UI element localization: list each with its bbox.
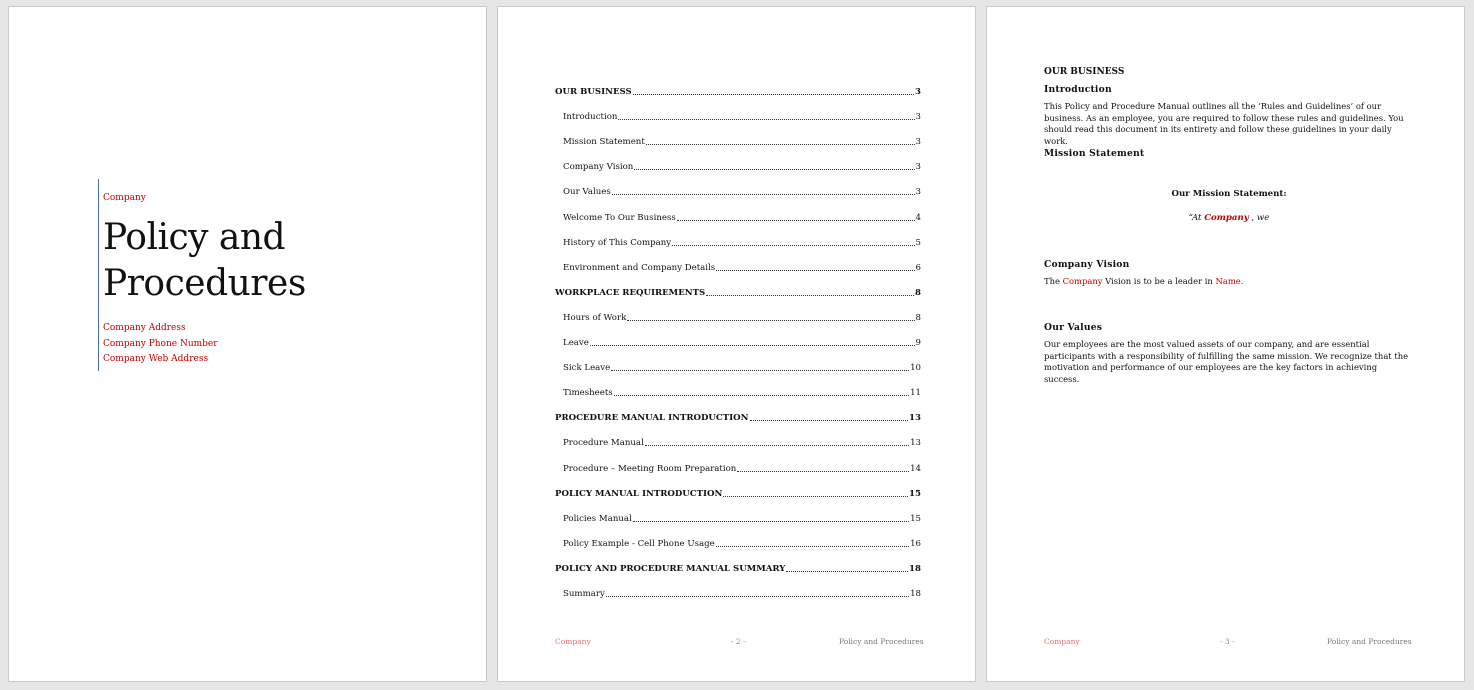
toc-leader-dots bbox=[716, 545, 909, 547]
toc-entry[interactable] bbox=[563, 589, 921, 599]
toc-leader-dots bbox=[590, 344, 915, 346]
toc-entry-page: 3 bbox=[915, 162, 921, 173]
mission-quote-prefix: “At bbox=[1188, 213, 1205, 223]
toc-leader-dots bbox=[633, 93, 914, 95]
toc-entry-label: Summary bbox=[563, 589, 605, 599]
footer-page-number: - 2 - bbox=[731, 637, 746, 646]
toc-entry-label: Our Values bbox=[563, 187, 611, 198]
toc-entry-page: 14 bbox=[910, 463, 921, 474]
toc-entry-label: Welcome To Our Business bbox=[563, 212, 676, 223]
toc-entry-label: Introduction bbox=[563, 112, 618, 123]
toc-entry-label: History of This Company bbox=[563, 237, 672, 248]
toc-entry[interactable] bbox=[563, 388, 921, 398]
toc-entry-page: 10 bbox=[910, 363, 921, 374]
toc-entry-page: 13 bbox=[910, 438, 921, 449]
vision-text bbox=[1044, 276, 1414, 288]
toc-entry-page: 18 bbox=[910, 589, 921, 599]
toc-entry-page: 13 bbox=[909, 413, 921, 424]
toc-entry-label: OUR BUSINESS bbox=[555, 87, 632, 97]
toc-entry-label: Sick Leave bbox=[563, 363, 611, 374]
toc-entry-page: 4 bbox=[915, 212, 921, 223]
toc-entry[interactable] bbox=[563, 137, 921, 147]
toc-leader-dots bbox=[614, 394, 909, 396]
toc-entry[interactable] bbox=[555, 564, 921, 574]
values-heading: Our Values bbox=[1044, 322, 1103, 333]
toc-leader-dots bbox=[723, 495, 908, 497]
cover-address[interactable]: Company Address bbox=[103, 323, 186, 333]
toc-leader-dots bbox=[606, 595, 909, 597]
toc-leader-dots bbox=[618, 118, 914, 120]
footer-company: Company bbox=[555, 637, 591, 646]
toc-entry-label: Mission Statement bbox=[563, 137, 645, 148]
toc-entry-page: 3 bbox=[915, 112, 921, 123]
toc-entry-page: 6 bbox=[915, 262, 921, 273]
toc-entry-label: Timesheets bbox=[563, 388, 613, 399]
toc-entry-label: Procedure Manual bbox=[563, 438, 644, 449]
toc-entry-label: Environment and Company Details bbox=[563, 262, 716, 273]
toc-entry-page: 9 bbox=[915, 338, 921, 348]
toc-entry-page: 15 bbox=[910, 513, 921, 524]
toc-entry-label: Company Vision bbox=[563, 162, 634, 173]
toc-entry[interactable] bbox=[563, 238, 921, 248]
toc-entry-page: 8 bbox=[915, 312, 921, 323]
toc-entry[interactable] bbox=[563, 162, 921, 172]
toc-entry[interactable] bbox=[555, 413, 921, 423]
intro-heading: Introduction bbox=[1044, 84, 1112, 95]
toc-leader-dots bbox=[612, 193, 915, 195]
toc-leader-dots bbox=[634, 168, 914, 170]
cover-title[interactable] bbox=[103, 215, 428, 307]
cover-title-line1: Policy and bbox=[103, 217, 286, 258]
cover-details bbox=[103, 321, 428, 368]
toc-entry-page: 11 bbox=[910, 388, 921, 399]
cover-block bbox=[98, 179, 428, 371]
toc-entry[interactable] bbox=[563, 363, 921, 373]
toc-leader-dots bbox=[677, 219, 915, 221]
toc-entry-label: PROCEDURE MANUAL INTRODUCTION bbox=[555, 413, 749, 424]
toc-entry[interactable] bbox=[555, 288, 921, 298]
footer-title: Policy and Procedures bbox=[839, 637, 924, 646]
footer-page-number: - 3 - bbox=[1220, 637, 1235, 646]
cover-page bbox=[8, 6, 487, 682]
toc-entry-label: POLICY AND PROCEDURE MANUAL SUMMARY bbox=[555, 563, 786, 574]
toc-entry-label: WORKPLACE REQUIREMENTS bbox=[555, 287, 706, 298]
toc-entry[interactable] bbox=[563, 263, 921, 273]
toc-entry-label: POLICY MANUAL INTRODUCTION bbox=[555, 488, 723, 499]
toc-entry-page: 15 bbox=[909, 488, 921, 499]
toc-leader-dots bbox=[627, 319, 914, 321]
footer-company: Company bbox=[1044, 637, 1080, 646]
vision-heading: Company Vision bbox=[1044, 259, 1130, 270]
toc-entry-page: 3 bbox=[915, 87, 921, 97]
toc-entry-page: 3 bbox=[915, 137, 921, 148]
toc-entry-page: 3 bbox=[915, 187, 921, 198]
toc-entry-label: Hours of Work bbox=[563, 312, 627, 323]
toc-entry-label: Policies Manual bbox=[563, 513, 632, 524]
toc-entry[interactable] bbox=[563, 438, 921, 448]
toc-leader-dots bbox=[716, 269, 914, 271]
vision-company[interactable]: Company bbox=[1062, 276, 1103, 286]
toc-entry[interactable] bbox=[555, 489, 921, 499]
toc-entry[interactable] bbox=[563, 514, 921, 524]
toc-entry[interactable] bbox=[563, 213, 921, 223]
toc-page bbox=[497, 6, 976, 682]
cover-title-line2: Procedures bbox=[103, 263, 306, 304]
toc-leader-dots bbox=[737, 470, 909, 472]
toc-entry-label: Policy Example - Cell Phone Usage bbox=[563, 538, 715, 549]
content-page bbox=[986, 6, 1465, 682]
toc-entry-page: 16 bbox=[910, 538, 921, 549]
toc-leader-dots bbox=[672, 244, 914, 246]
toc-leader-dots bbox=[706, 294, 914, 296]
toc-entry[interactable] bbox=[563, 338, 921, 348]
toc-entry-page: 8 bbox=[915, 287, 921, 298]
cover-company[interactable]: Company bbox=[103, 193, 146, 203]
toc-leader-dots bbox=[786, 570, 908, 572]
mission-quote bbox=[1044, 213, 1414, 223]
toc-entry[interactable] bbox=[555, 87, 921, 97]
cover-web[interactable]: Company Web Address bbox=[103, 354, 209, 364]
toc-entry-page: 5 bbox=[915, 237, 921, 248]
cover-phone[interactable]: Company Phone Number bbox=[103, 338, 218, 349]
mission-heading: Mission Statement bbox=[1044, 148, 1145, 159]
intro-text: This Policy and Procedure Manual outlines all the ‘Rules and Guidelines’ of our business. As an employee, you are required to follow these rules and guidelines. You should read this document in its entirety and follow these guidelines in your daily work. bbox=[1044, 101, 1404, 146]
toc-entry[interactable] bbox=[563, 464, 921, 474]
toc-entry-label: Leave bbox=[563, 338, 589, 348]
toc-entry-label: Procedure – Meeting Room Preparation bbox=[563, 463, 737, 474]
footer-title: Policy and Procedures bbox=[1327, 637, 1412, 646]
toc-entry-page: 18 bbox=[909, 563, 921, 574]
values-text: Our employees are the most valued assets of our company, and are essential participants with a responsibility of fulfilling the same mission. We recognize that the motivation and performance of our employees are the key factors in achieving success. bbox=[1044, 339, 1409, 384]
toc-entry[interactable] bbox=[563, 112, 921, 122]
toc-leader-dots bbox=[750, 419, 909, 421]
vision-name[interactable]: Name. bbox=[1215, 276, 1244, 286]
toc-entry[interactable] bbox=[563, 187, 921, 197]
toc-entry[interactable] bbox=[563, 313, 921, 323]
mission-quote-suffix: , we bbox=[1248, 213, 1270, 223]
toc-entry[interactable] bbox=[563, 539, 921, 549]
mission-quote-company[interactable]: Company bbox=[1204, 213, 1249, 223]
toc-leader-dots bbox=[633, 520, 909, 522]
mission-label: Our Mission Statement: bbox=[1171, 189, 1287, 199]
vision-middle: Vision is to be a leader in bbox=[1102, 276, 1216, 286]
toc-leader-dots bbox=[646, 143, 915, 145]
toc-leader-dots bbox=[645, 444, 909, 446]
section-title: OUR BUSINESS bbox=[1044, 67, 1125, 77]
toc-leader-dots bbox=[611, 369, 909, 371]
vision-prefix: The bbox=[1044, 276, 1063, 286]
